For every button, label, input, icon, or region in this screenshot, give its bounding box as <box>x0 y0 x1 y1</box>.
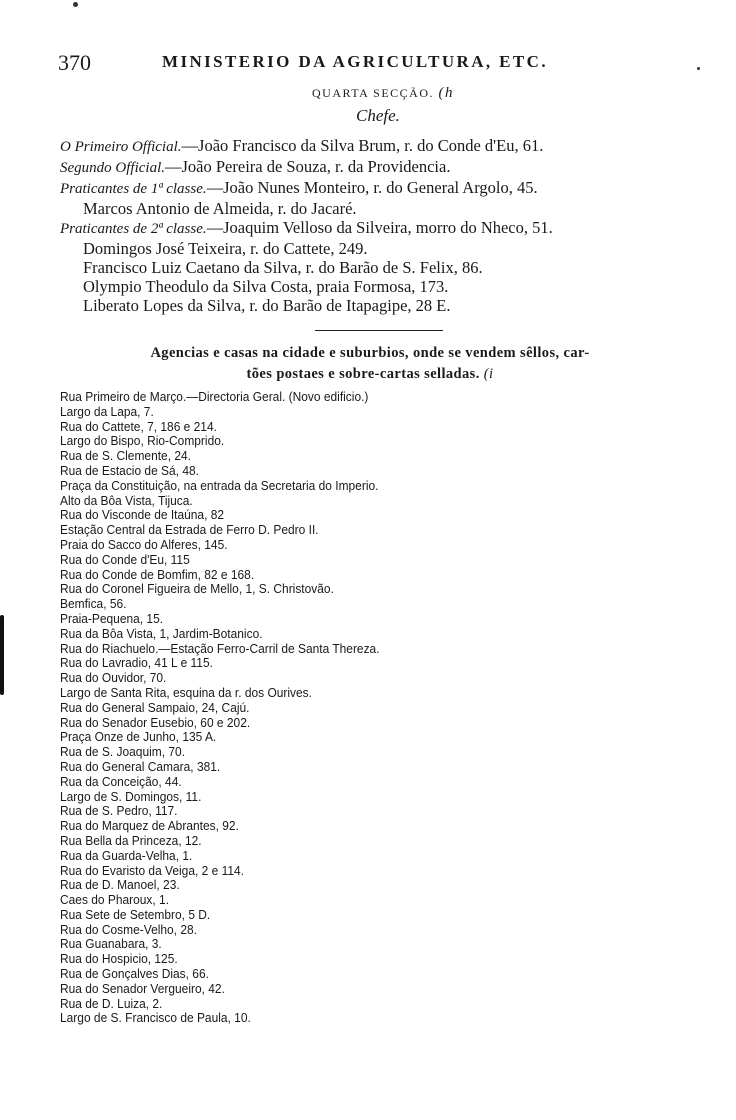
staff-details: —João Pereira de Souza, r. da Providencia. <box>165 157 451 176</box>
agency-item: Rua do Conde d'Eu, 115 <box>60 551 190 567</box>
agency-item: Largo de S. Domingos, 11. <box>60 788 202 804</box>
staff-details: —João Nunes Monteiro, r. do General Argolo, 45. <box>206 178 538 197</box>
agency-item: Rua do Conde de Bomfim, 82 e 168. <box>60 566 255 582</box>
agency-item: Largo do Bispo, Rio-Comprido. <box>60 433 225 449</box>
agency-item: Praça Onze de Junho, 135 A. <box>60 729 217 745</box>
staff-entry <box>60 277 553 296</box>
agency-item: Rua do Evaristo da Veiga, 2 e 114. <box>60 862 244 878</box>
agency-item: Praia-Pequena, 15. <box>60 610 164 626</box>
staff-entry <box>60 178 553 199</box>
staff-entry <box>60 136 553 157</box>
agency-item: Rua de S. Clemente, 24. <box>60 448 191 464</box>
chief-label: Chefe. <box>356 106 400 125</box>
staff-entry <box>60 218 553 239</box>
agency-item: Rua do Hospicio, 125. <box>60 951 178 967</box>
agencies-heading-mark: (i <box>483 366 494 382</box>
staff-details: Olympio Theodulo da Silva Costa, praia Formosa, 173. <box>83 277 449 296</box>
agency-item: Caes do Pharoux, 1. <box>60 892 170 908</box>
agency-item: Praça da Constituição, na entrada da Secretaria do Imperio. <box>60 477 379 493</box>
agency-item: Rua de D. Manoel, 23. <box>60 877 180 893</box>
agencies-heading <box>60 343 680 385</box>
agency-item: Largo de S. Francisco de Paula, 10. <box>60 1010 251 1026</box>
agencies-heading-line1: Agencias e casas na cidade e suburbios, onde se vendem sêllos, car- <box>150 345 590 361</box>
section-divider <box>315 330 443 331</box>
agency-item: Rua Sete de Setembro, 5 D. <box>60 906 211 922</box>
agency-item: Rua do General Camara, 381. <box>60 758 221 774</box>
agency-item: Bemfica, 56. <box>60 596 127 612</box>
staff-entry <box>60 296 553 315</box>
agencies-list <box>60 390 380 1026</box>
agency-item: Largo de Santa Rita, esquina da r. dos Ourives. <box>60 684 312 700</box>
running-title: MINISTERIO DA AGRICULTURA, ETC. <box>162 52 548 71</box>
agency-item: Rua Guanabara, 3. <box>60 936 162 952</box>
staff-entry <box>60 199 553 218</box>
agency-item: Rua do Marquez de Abrantes, 92. <box>60 818 239 834</box>
page-binding-edge <box>0 615 4 695</box>
agency-item: Largo da Lapa, 7. <box>60 403 154 419</box>
agency-item: Rua do Senador Eusebio, 60 e 202. <box>60 714 251 730</box>
ink-speck <box>73 2 78 7</box>
staff-entry <box>60 258 553 277</box>
agency-item: Rua da Bôa Vista, 1, Jardim-Botanico. <box>60 625 263 641</box>
staff-details: —João Francisco da Silva Brum, r. do Conde d'Eu, 61. <box>181 136 544 155</box>
agency-item: Rua do Visconde de Itaúna, 82 <box>60 507 225 523</box>
agency-item: Rua de Estacio de Sá, 48. <box>60 462 199 478</box>
staff-details: Francisco Luiz Caetano da Silva, r. do Barão de S. Felix, 86. <box>83 258 483 277</box>
agency-item: Rua do General Sampaio, 24, Cajú. <box>60 699 250 715</box>
staff-details: Domingos José Teixeira, r. do Cattete, 249. <box>83 239 368 258</box>
agency-item: Rua do Coronel Figueira de Mello, 1, S. Christovão. <box>60 581 334 597</box>
section-mark: (h <box>438 85 454 101</box>
agency-item: Estação Central da Estrada de Ferro D. Pedro II. <box>60 522 319 538</box>
page-number: 370 <box>58 50 91 75</box>
staff-details: Liberato Lopes da Silva, r. do Barão de Itapagipe, 28 E. <box>83 296 451 315</box>
agency-item: Rua de S. Joaquim, 70. <box>60 744 185 760</box>
staff-details: Marcos Antonio de Almeida, r. do Jacaré. <box>83 199 357 218</box>
staff-entry <box>60 157 553 178</box>
agency-item: Rua de Gonçalves Dias, 66. <box>60 966 209 982</box>
agency-item: Alto da Bôa Vista, Tijuca. <box>60 492 193 508</box>
agency-item: Rua da Conceição, 44. <box>60 773 182 789</box>
agency-item: Rua da Guarda-Velha, 1. <box>60 847 193 863</box>
staff-role: Praticantes de 1ª classe. <box>60 181 207 197</box>
section-title <box>312 85 454 102</box>
agency-item: Rua de D. Luiza, 2. <box>60 995 163 1011</box>
agency-item: Rua do Ouvidor, 70. <box>60 670 167 686</box>
section-title-text: QUARTA SECÇÃO. <box>312 86 434 100</box>
agency-item: Rua do Cattete, 7, 186 e 214. <box>60 418 217 434</box>
staff-list <box>60 136 553 315</box>
ink-speck <box>697 67 700 70</box>
staff-role: Segundo Official. <box>60 160 165 176</box>
agencies-heading-line2: tões postaes e sobre-cartas selladas. <box>246 366 480 382</box>
staff-entry <box>60 239 553 258</box>
agency-item: Rua do Lavradio, 41 L e 115. <box>60 655 213 671</box>
agency-item: Rua do Riachuelo.—Estação Ferro-Carril de Santa Thereza. <box>60 640 380 656</box>
agency-item: Rua Primeiro de Março.—Directoria Geral. (Novo edificio.) <box>60 389 369 404</box>
agency-item: Rua Bella da Princeza, 12. <box>60 832 202 848</box>
staff-role: Praticantes de 2ª classe. <box>60 221 207 237</box>
agency-item: Praia do Sacco do Alferes, 145. <box>60 536 228 552</box>
agency-item: Rua de S. Pedro, 117. <box>60 803 178 819</box>
agency-item: Rua do Senador Vergueiro, 42. <box>60 980 225 996</box>
staff-details: —Joaquim Velloso da Silveira, morro do Nheco, 51. <box>206 218 553 237</box>
staff-role: O Primeiro Official. <box>60 139 182 155</box>
agency-item: Rua do Cosme-Velho, 28. <box>60 921 197 937</box>
